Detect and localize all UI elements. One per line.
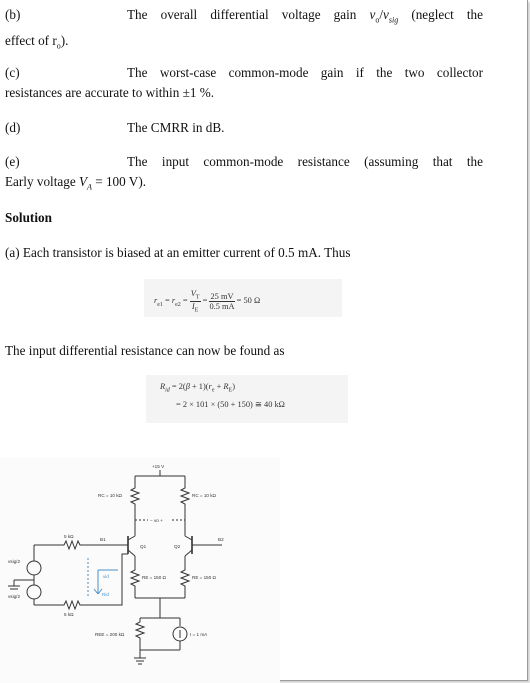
rc-right-label: RC = 10 kΩ [192,493,216,498]
re-left-label: RE = 150 Ω [142,575,166,580]
q2-label: Q2 [174,544,181,549]
rid-label: Rid [102,592,109,597]
item-c-line2: resistances are accurate to within ±1 %. [5,85,214,100]
b1-label: B1 [100,537,106,542]
rc-left-label: RC = 10 kΩ [98,493,122,498]
q1-label: Q1 [140,544,147,549]
vid-label: vid [103,574,109,579]
equation-rid: $R_{id} = 2(\beta + 1)(r_e + R_E)$ = 2 × 101 × (50 + 150) ≅ 40 kΩ [146,375,348,423]
item-e [5,152,483,198]
item-c-line1: The worst-case common-mode gain if the two collector [127,65,483,80]
re-right-label: RE = 150 Ω [192,575,216,580]
equation-re-result: = 50 Ω [236,296,261,306]
item-d-line1: The CMRR in dB. [127,120,225,135]
item-e-line2: Early voltage $V_A = 100$ V). [5,174,147,192]
item-b-label: (b) [5,7,21,22]
equation-rid-line2: = 2 × 101 × (50 + 150) ≅ 40 kΩ [176,400,285,409]
equation-re: $r_{e1} = r_{e2}$ = $\frac{V_T}{I_E}$ = $\frac{25 mV}{0.5 mA}$ = 50 Ω [144,279,342,317]
vo-label: − vo + [150,518,163,523]
rs-bottom-label: 5 kΩ [64,612,74,617]
item-d [5,118,483,138]
item-e-line1: The input common-mode resistance (assuming that the [127,154,483,169]
item-c-label: (c) [5,65,20,80]
item-b-line1: The overall differential voltage gain $v_o/v_{sig}$ (neglect the [127,7,483,25]
vsig-top-label: vsig/2 [8,559,21,564]
item-c [5,63,483,103]
item-d-label: (d) [5,120,21,135]
rs-top-label: 5 kΩ [64,534,74,539]
solution-heading: Solution [5,210,52,225]
vsig-bottom-label: vsig/2 [8,594,21,599]
current-label: I = 1 mA [190,632,208,637]
differential-amplifier-circuit [0,458,280,683]
item-b-line2: effect of $r_o$). [5,32,69,51]
ree-label: REE = 200 kΩ [95,632,125,637]
item-b [5,5,483,56]
solution-rid-text: The input differential resistance can now be found as [5,343,285,358]
b2-label: B2 [218,537,224,542]
vcc-label: +15 V [152,464,165,469]
item-e-label: (e) [5,154,20,169]
solution-a-text: (a) Each transistor is biased at an emitter current of 0.5 mA. Thus [5,245,351,260]
